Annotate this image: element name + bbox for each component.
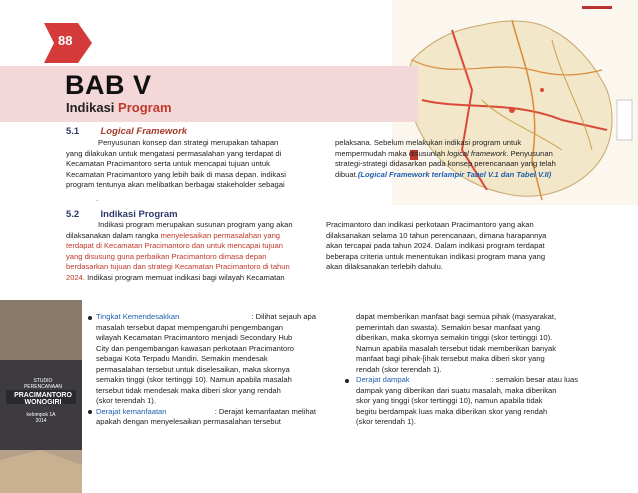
photo-text: WONOGIRI bbox=[24, 399, 62, 406]
criteria-right-text bbox=[356, 312, 578, 428]
text-line: terdapat di Kecamatan Pracimantoro dan untuk mencapai tujuan bbox=[66, 241, 283, 250]
section-5-2-heading bbox=[66, 209, 178, 220]
text-line bbox=[66, 231, 312, 242]
text-span: dilaksanakan dalam rangka bbox=[66, 230, 161, 240]
chapter-subtitle-part2: Program bbox=[118, 100, 172, 115]
text-span: : Derajat kemanfaatan melihat bbox=[214, 406, 316, 416]
text-line: yang dilakukan untuk mengatasi permasalahan yang terdapat di bbox=[66, 148, 282, 158]
text-span: Indikasi program memuat indikasi bagi wilayah Kecamatan bbox=[85, 272, 285, 282]
section-number: 5.2 bbox=[66, 209, 80, 220]
section-title: Logical Framework bbox=[100, 126, 188, 137]
page-number: 88 bbox=[58, 33, 73, 48]
text-line: wilayah Kecamatan Pracimantoro menjadi Secondary Hub bbox=[96, 333, 293, 342]
stray-dot: . bbox=[96, 194, 99, 203]
photo-text: PRACIMANTORO bbox=[14, 392, 72, 399]
photo-text: kelompok 1A bbox=[26, 412, 56, 418]
text-line: beberapa criteria untuk menentukan indikasi program mana yang bbox=[326, 251, 546, 261]
section-5-2-left-text bbox=[66, 220, 312, 283]
text-line: dapat memberikan manfaat bagi semua pihak (masyarakat, bbox=[356, 312, 557, 321]
text-line: dampak yang diberikan dari suatu masalah, maka diberikan bbox=[356, 385, 557, 395]
table-reference-link[interactable]: (Logical Framework terlampir Tabel V.1 dan Tabel V.II) bbox=[357, 169, 552, 179]
text-line bbox=[335, 149, 581, 160]
text-line bbox=[66, 273, 312, 284]
section-5-1-right-text bbox=[335, 138, 581, 180]
text-span: menyelesaikan permasalahan yang bbox=[160, 230, 281, 240]
text-span: mempermudah maka disusunlah bbox=[335, 148, 448, 158]
text-line: manfaat bagi pihak-[ihak tersebut maka diberi skor yang bbox=[356, 354, 545, 363]
text-line: pelaksana. Sebelum melakukan indikasi program untuk bbox=[335, 138, 522, 147]
criteria-title: Tingkat Kemendesakkan bbox=[96, 312, 180, 321]
text-line: City dan pengembangan kawasan perkotaan Pracimantoro bbox=[96, 343, 294, 353]
section-title: Indikasi Program bbox=[100, 209, 178, 220]
text-line: sebagai Kota Terpadu Mandiri. Semakin mendesak bbox=[96, 354, 268, 363]
photo-caption bbox=[22, 378, 64, 390]
text-line: masalah tersebut dapat mempengaruhi pengembangan bbox=[96, 322, 284, 332]
chapter-header-band bbox=[0, 66, 418, 122]
text-span: . Penyusunan bbox=[506, 148, 553, 158]
text-line bbox=[356, 375, 578, 386]
photo-text: PERENCANAAN bbox=[23, 384, 63, 390]
section-number: 5.1 bbox=[66, 126, 80, 137]
text-line: (skor terendah 1). bbox=[356, 417, 416, 426]
text-line: Namun apabila masalah tersebut tidak memberikan banyak bbox=[356, 343, 557, 353]
text-line: rendah (skor terendah 1). bbox=[356, 364, 442, 374]
criteria-left-text bbox=[96, 312, 316, 428]
text-line: Indikasi program merupakan susunan program yang akan bbox=[98, 220, 293, 229]
text-line: dilaksanakan selama 10 tahun perencanaan, dimana harapannya bbox=[326, 230, 547, 240]
text-line: apakah dengan menyelesaikan permasalahan tersebut bbox=[96, 417, 281, 426]
section-5-1-left-text bbox=[66, 138, 312, 191]
chapter-label: BAB V bbox=[65, 70, 152, 100]
text-line: (skor terendah 1). bbox=[96, 396, 156, 405]
text-line: tersebut tidak mendesak maka diberi skor yang rendah bbox=[96, 385, 281, 395]
text-span: logical framework bbox=[447, 148, 507, 158]
text-span: : Dilihat sejauh apa bbox=[251, 312, 316, 321]
text-line: diberikan, maka skornya semakin tinggi (skor tertinggi 10). bbox=[356, 333, 553, 342]
photo-text: 2014 bbox=[35, 418, 47, 424]
criteria-title: Derajat kemanfaatan bbox=[96, 406, 167, 416]
photo-title bbox=[4, 392, 82, 406]
bullet-icon bbox=[88, 410, 92, 414]
text-line: begitu berdampak luas maka diberikan skor yang rendah bbox=[356, 406, 548, 416]
text-line bbox=[96, 407, 316, 418]
text-span: 2024. bbox=[66, 272, 86, 282]
text-line: pemerintah dan swasta). Semakin besar manfaat yang bbox=[356, 322, 541, 332]
text-line: akan dilaksanakan terlebih dahulu. bbox=[326, 262, 443, 271]
text-span: : semakin besar atau luas bbox=[491, 375, 578, 384]
section-5-2-right-text bbox=[326, 220, 580, 273]
bullet-icon bbox=[88, 316, 92, 320]
text-line: akan tercapai pada tahun 2024. Dalam indikasi program terdapat bbox=[326, 241, 545, 250]
text-line: Pracimantoro dan indikasi perkotaan Pracimantoro yang akan bbox=[326, 220, 534, 229]
photo-text: STUDIO bbox=[33, 378, 53, 384]
text-line: Kecamatan Pracimantoro yang lebih baik di masa depan. indikasi bbox=[66, 169, 286, 179]
section-5-1-heading bbox=[66, 126, 187, 137]
bullet-icon bbox=[345, 379, 349, 383]
text-line: skor yang tinggi (skor tertinggi 10), namun apabila tidak bbox=[356, 396, 543, 405]
chapter-subtitle bbox=[66, 100, 172, 115]
text-line: Kecamatan Pracimantoro serta untuk mencapai tujuan untuk bbox=[66, 159, 270, 168]
text-line: strategi-strategi didasarkan pada konsep perencanaan yang telah bbox=[335, 159, 556, 168]
text-span: dibuat. bbox=[335, 169, 358, 179]
text-line: program tentunya akan melibatkan berbagai stakeholder sebagai bbox=[66, 180, 285, 189]
text-line: permasalahan tersebut untuk diselesaikan, maka skornya bbox=[96, 364, 290, 374]
text-line: semakin tinggi (skor tertinggi 10). Namun apabila masalah bbox=[96, 375, 292, 384]
text-line: berdasarkan tujuan dan strategi Kecamatan Pracimantoro di tahun bbox=[66, 262, 290, 271]
text-line bbox=[96, 312, 316, 323]
text-line bbox=[335, 170, 581, 181]
criteria-title: Derajat dampak bbox=[356, 375, 410, 384]
text-line: Penyusunan konsep dan strategi merupakan tahapan bbox=[98, 138, 279, 147]
text-line: yang disusung guna perbaikan Pracimantoro dimasa depan bbox=[66, 251, 267, 261]
photo-footer bbox=[20, 412, 62, 424]
chapter-subtitle-part1: Indikasi bbox=[66, 100, 115, 115]
